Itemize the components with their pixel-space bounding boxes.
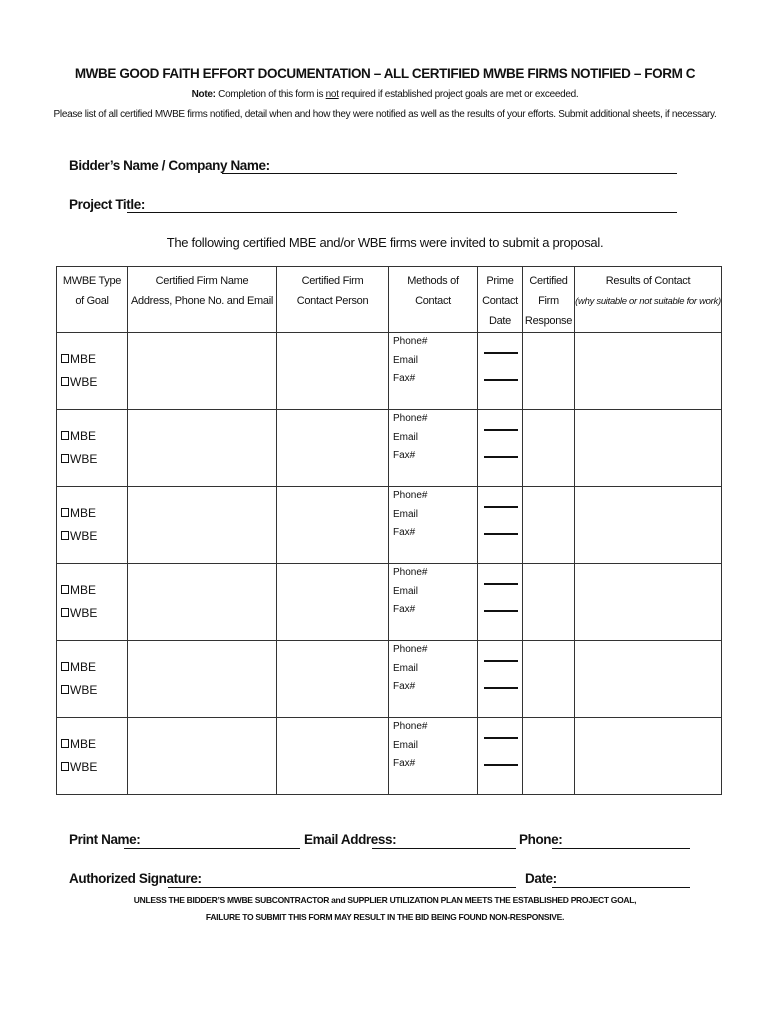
checkbox-icon[interactable] <box>61 685 69 694</box>
date-label: Date: <box>525 871 557 886</box>
checkbox-icon[interactable] <box>61 454 69 463</box>
project-title-label: Project Title: <box>69 197 145 212</box>
contact-date-cell[interactable] <box>478 410 523 487</box>
results-cell[interactable] <box>575 487 722 564</box>
mwbe-type-cell <box>57 718 128 795</box>
results-cell[interactable] <box>575 333 722 410</box>
firm-name-cell[interactable] <box>128 333 277 410</box>
firm-name-cell[interactable] <box>128 641 277 718</box>
mbe-checkbox-option[interactable]: MBE <box>61 656 127 679</box>
table-header-row <box>57 267 722 333</box>
email-address-field[interactable] <box>372 848 516 849</box>
email-method-label: Email <box>393 585 419 597</box>
wbe-checkbox-option[interactable]: WBE <box>61 371 127 394</box>
fax-method-label: Fax# <box>393 681 416 692</box>
email-method-label: Email <box>393 431 419 443</box>
date-line <box>484 456 518 458</box>
date-line <box>484 583 518 585</box>
fax-method-label: Fax# <box>393 758 416 769</box>
note-text-post: required if established project goals are met or exceeded. <box>338 89 579 100</box>
mwbe-type-cell <box>57 487 128 564</box>
email-method-label: Email <box>393 739 419 751</box>
results-cell[interactable] <box>575 564 722 641</box>
date-line <box>484 610 518 612</box>
mwbe-type-cell <box>57 564 128 641</box>
firms-table <box>56 266 722 795</box>
checkbox-icon[interactable] <box>61 508 69 517</box>
phone-method-label: Phone# <box>393 644 428 655</box>
date-line <box>484 687 518 689</box>
form-title: MWBE GOOD FAITH EFFORT DOCUMENTATION – ALL CERTIFIED MWBE FIRMS NOTIFIED – FORM C <box>74 66 696 81</box>
results-cell[interactable] <box>575 410 722 487</box>
firm-name-cell[interactable] <box>128 487 277 564</box>
firm-response-cell[interactable] <box>523 487 575 564</box>
header-contact-date: Prime Contact Date <box>478 267 523 333</box>
methods-cell[interactable] <box>389 333 478 410</box>
bidder-name-field[interactable] <box>222 173 677 174</box>
form-instructions: Please list of all certified MWBE firms notified, detail when and how they were notified as well as the results of your efforts. Submit additional sheets, if necessary. <box>53 109 717 120</box>
date-line <box>484 352 518 354</box>
mwbe-type-cell <box>57 410 128 487</box>
form-note <box>0 89 770 100</box>
header-firm-name: Certified Firm Name Address, Phone No. and Email <box>128 267 277 333</box>
table-row <box>57 333 722 410</box>
firm-response-cell[interactable] <box>523 564 575 641</box>
firm-response-cell[interactable] <box>523 410 575 487</box>
note-label: Note: <box>191 89 216 100</box>
contact-date-cell[interactable] <box>478 718 523 795</box>
wbe-checkbox-option[interactable]: WBE <box>61 602 127 625</box>
header-contact-person: Certified Firm Contact Person <box>277 267 389 333</box>
phone-method-label: Phone# <box>393 721 428 732</box>
firm-response-cell[interactable] <box>523 641 575 718</box>
fax-method-label: Fax# <box>393 373 416 384</box>
email-address-label: Email Address: <box>304 832 397 847</box>
phone-method-label: Phone# <box>393 490 428 501</box>
email-method-label: Email <box>393 508 419 520</box>
fax-method-label: Fax# <box>393 450 416 461</box>
firm-name-cell[interactable] <box>128 564 277 641</box>
date-line <box>484 533 518 535</box>
fax-method-label: Fax# <box>393 604 416 615</box>
table-row <box>57 410 722 487</box>
contact-person-cell[interactable] <box>277 718 389 795</box>
authorized-signature-label: Authorized Signature: <box>69 871 202 886</box>
date-line <box>484 660 518 662</box>
header-methods: Methods of Contact <box>389 267 478 333</box>
date-field[interactable] <box>552 887 690 888</box>
header-mwbe-type: MWBE Type of Goal <box>57 267 128 333</box>
firm-response-cell[interactable] <box>523 718 575 795</box>
checkbox-icon[interactable] <box>61 531 69 540</box>
print-name-field[interactable] <box>124 848 300 849</box>
contact-person-cell[interactable] <box>277 564 389 641</box>
contact-person-cell[interactable] <box>277 487 389 564</box>
table-row <box>57 564 722 641</box>
date-line <box>484 506 518 508</box>
firm-name-cell[interactable] <box>128 410 277 487</box>
phone-method-label: Phone# <box>393 336 428 347</box>
date-line <box>484 429 518 431</box>
phone-method-label: Phone# <box>393 567 428 578</box>
mbe-checkbox-option[interactable]: MBE <box>61 733 127 756</box>
bidder-name-label: Bidder’s Name / Company Name: <box>69 158 270 173</box>
contact-date-cell[interactable] <box>478 487 523 564</box>
contact-person-cell[interactable] <box>277 333 389 410</box>
contact-person-cell[interactable] <box>277 410 389 487</box>
header-firm-response: Certified Firm Response <box>523 267 575 333</box>
date-line <box>484 737 518 739</box>
firm-response-cell[interactable] <box>523 333 575 410</box>
mbe-checkbox-option[interactable]: MBE <box>61 579 127 602</box>
contact-person-cell[interactable] <box>277 641 389 718</box>
phone-label: Phone: <box>519 832 563 847</box>
results-cell[interactable] <box>575 718 722 795</box>
disclaimer-line-2: FAILURE TO SUBMIT THIS FORM MAY RESULT IN THE BID BEING FOUND NON-RESPONSIVE. <box>205 912 565 922</box>
mbe-checkbox-option[interactable]: MBE <box>61 425 127 448</box>
checkbox-icon[interactable] <box>61 377 69 386</box>
checkbox-icon[interactable] <box>61 354 69 363</box>
table-row <box>57 718 722 795</box>
firm-name-cell[interactable] <box>128 718 277 795</box>
phone-method-label: Phone# <box>393 413 428 424</box>
note-not: not <box>325 89 339 100</box>
checkbox-icon[interactable] <box>61 762 69 771</box>
contact-date-cell[interactable] <box>478 641 523 718</box>
mwbe-type-cell <box>57 641 128 718</box>
invite-statement: The following certified MBE and/or WBE firms were invited to submit a proposal. <box>166 235 604 250</box>
fax-method-label: Fax# <box>393 527 416 538</box>
wbe-checkbox-option[interactable]: WBE <box>61 679 127 702</box>
wbe-checkbox-option[interactable]: WBE <box>61 525 127 548</box>
methods-cell[interactable] <box>389 718 478 795</box>
project-title-field[interactable] <box>127 212 677 213</box>
contact-date-cell[interactable] <box>478 333 523 410</box>
methods-cell[interactable] <box>389 410 478 487</box>
results-cell[interactable] <box>575 641 722 718</box>
mbe-checkbox-option[interactable]: MBE <box>61 348 127 371</box>
table-row <box>57 487 722 564</box>
note-text-pre: Completion of this form is <box>215 89 326 100</box>
checkbox-icon[interactable] <box>61 431 69 440</box>
print-name-label: Print Name: <box>69 832 141 847</box>
table-row <box>57 641 722 718</box>
authorized-signature-field[interactable] <box>168 887 516 888</box>
methods-cell[interactable] <box>389 487 478 564</box>
wbe-checkbox-option[interactable]: WBE <box>61 448 127 471</box>
mwbe-type-cell <box>57 333 128 410</box>
wbe-checkbox-option[interactable]: WBE <box>61 756 127 779</box>
mbe-checkbox-option[interactable]: MBE <box>61 502 127 525</box>
date-line <box>484 379 518 381</box>
checkbox-icon[interactable] <box>61 662 69 671</box>
methods-cell[interactable] <box>389 641 478 718</box>
checkbox-icon[interactable] <box>61 739 69 748</box>
contact-date-cell[interactable] <box>478 564 523 641</box>
checkbox-icon[interactable] <box>61 585 69 594</box>
checkbox-icon[interactable] <box>61 608 69 617</box>
methods-cell[interactable] <box>389 564 478 641</box>
phone-field[interactable] <box>552 848 690 849</box>
email-method-label: Email <box>393 354 419 366</box>
date-line <box>484 764 518 766</box>
email-method-label: Email <box>393 662 419 674</box>
disclaimer-line-1: UNLESS THE BIDDER’S MWBE SUBCONTRACTOR and SUPPLIER UTILIZATION PLAN MEETS THE ESTABLISHED PROJECT GOAL, <box>133 895 637 905</box>
header-results: Results of Contact (why suitable or not suitable for work) <box>575 267 722 333</box>
